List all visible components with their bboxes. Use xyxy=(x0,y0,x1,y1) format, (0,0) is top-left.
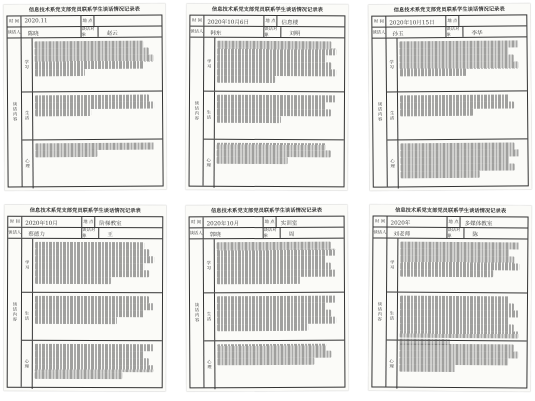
time-label: 时 间 xyxy=(190,217,204,227)
handwritten-notes xyxy=(400,296,524,347)
record-form-3 xyxy=(368,3,532,190)
handwritten-notes xyxy=(399,344,523,373)
section-2 xyxy=(387,91,527,140)
section-label-cell xyxy=(22,293,33,340)
talkee-cell xyxy=(281,27,346,37)
talker-value: 刘老师 xyxy=(393,231,411,238)
handwriting-line xyxy=(400,62,519,70)
form-title: 信息技术系党支部党员联系学生谈话情况记录表 xyxy=(29,207,141,215)
place-cell xyxy=(460,217,529,227)
time-cell xyxy=(22,217,82,227)
handwriting-line xyxy=(217,48,336,55)
section-3 xyxy=(22,139,162,188)
record-form-5 xyxy=(186,205,349,392)
section-2 xyxy=(204,293,344,342)
form-title: 信息技术系党支部党员联系学生谈话情况记录表 xyxy=(211,6,323,14)
handwriting-line xyxy=(35,69,85,76)
talkee-value: 王 xyxy=(107,232,113,239)
content-label-cell xyxy=(190,38,205,186)
section-label-cell xyxy=(204,92,215,139)
content-label-cell xyxy=(372,39,387,187)
handwritten-notes xyxy=(35,242,159,285)
handwritten-notes xyxy=(217,344,341,366)
content-label-cell xyxy=(372,238,387,386)
header-row-people xyxy=(190,228,344,240)
talkee-label: 谈话对象 xyxy=(82,27,99,37)
section-label: 心理 xyxy=(389,359,394,370)
section-label: 学习 xyxy=(389,59,394,71)
section-label-cell xyxy=(386,38,397,91)
record-form-2 xyxy=(186,4,349,191)
handwriting-line xyxy=(217,263,331,270)
handwriting-line xyxy=(35,270,149,277)
talker-label: 谈话人 xyxy=(372,28,386,38)
talker-value: 韩东 xyxy=(210,30,222,37)
form-title: 信息技术系党支部党员联系学生谈话情况记录表 xyxy=(210,207,323,215)
talker-cell xyxy=(204,228,264,238)
section-2 xyxy=(387,293,527,342)
place-label: 地 点 xyxy=(81,16,94,26)
handwritten-notes xyxy=(400,142,524,179)
place-label: 地 点 xyxy=(264,217,277,227)
section-2 xyxy=(204,92,344,141)
handwriting-line xyxy=(35,109,91,116)
place-value: 信息楼 xyxy=(281,20,299,27)
handwriting-line xyxy=(217,317,336,324)
handwriting-line xyxy=(217,303,326,310)
handwriting-line xyxy=(217,358,314,365)
content-label: 谈话内容 xyxy=(12,102,18,123)
talker-value: 孙玉 xyxy=(392,31,404,38)
handwritten-notes xyxy=(35,40,159,76)
talker-label: 谈话人 xyxy=(8,27,22,37)
talkee-value: 周 xyxy=(288,231,295,238)
form-table xyxy=(371,215,528,388)
handwriting-line xyxy=(217,62,331,69)
section-1 xyxy=(386,37,526,92)
section-label-cell xyxy=(387,239,398,292)
talker-value: 陈晓 xyxy=(27,31,39,38)
handwriting-line xyxy=(400,109,473,116)
handwriting-line xyxy=(35,263,144,270)
content-label: 谈话内容 xyxy=(194,303,200,324)
talker-label: 谈话人 xyxy=(8,228,22,238)
place-label: 地 点 xyxy=(264,16,277,26)
section-label: 生活 xyxy=(24,311,30,322)
record-form-4 xyxy=(4,205,167,392)
section-label-cell xyxy=(204,38,215,91)
handwriting-line xyxy=(35,296,149,303)
section-label-cell xyxy=(22,92,33,139)
handwriting-line xyxy=(217,277,301,284)
handwritten-notes xyxy=(400,242,524,278)
handwriting-line xyxy=(35,351,144,358)
section-label: 生活 xyxy=(389,311,395,322)
handwriting-line xyxy=(217,157,288,164)
talkee-value: 刘明 xyxy=(289,31,301,38)
place-value: 阶梯教室 xyxy=(99,221,122,228)
section-label: 生活 xyxy=(389,110,395,122)
handwritten-notes xyxy=(217,296,341,332)
header-row-people xyxy=(190,27,344,39)
section-3 xyxy=(204,140,344,189)
section-label-cell xyxy=(387,140,398,188)
talker-cell xyxy=(386,27,446,38)
handwriting-line xyxy=(217,270,336,277)
section-label: 生活 xyxy=(24,110,30,121)
place-cell xyxy=(94,15,163,25)
handwritten-notes xyxy=(35,296,159,325)
handwriting-line xyxy=(217,109,331,116)
content-label: 谈话内容 xyxy=(377,302,383,323)
time-label: 时 间 xyxy=(8,217,22,227)
section-label: 学习 xyxy=(206,260,211,271)
time-value: 2020.11 xyxy=(24,18,48,25)
handwriting-line xyxy=(35,344,154,351)
section-label: 心理 xyxy=(24,359,29,370)
handwritten-notes xyxy=(35,142,159,157)
talker-label: 谈话人 xyxy=(190,228,204,238)
handwriting-line xyxy=(400,102,514,110)
section-label-cell xyxy=(204,140,215,188)
time-value: 2020年10月 xyxy=(206,221,240,228)
place-value: 实训室 xyxy=(280,220,298,227)
form-table xyxy=(6,14,163,187)
handwriting-line xyxy=(400,270,493,277)
section-label: 学习 xyxy=(24,260,30,271)
section-1 xyxy=(22,37,162,92)
handwriting-line xyxy=(401,171,480,178)
talker-value: 蔡德力 xyxy=(28,231,46,238)
talkee-label: 谈话对象 xyxy=(264,228,281,238)
talkee-label: 谈话对象 xyxy=(446,27,463,37)
time-label: 时 间 xyxy=(190,16,204,26)
talkee-cell xyxy=(99,228,164,238)
place-cell xyxy=(277,16,346,26)
handwriting-line xyxy=(35,150,97,157)
handwriting-line xyxy=(217,76,275,83)
section-label-cell xyxy=(204,293,215,340)
handwritten-notes xyxy=(217,41,341,84)
time-cell xyxy=(204,217,264,227)
handwriting-line xyxy=(217,296,336,303)
handwriting-line xyxy=(35,242,144,249)
talkee-cell xyxy=(99,26,164,36)
handwriting-line xyxy=(217,310,331,317)
place-label: 地 点 xyxy=(446,16,459,26)
place-cell xyxy=(277,217,346,227)
time-cell xyxy=(387,217,447,227)
handwriting-line xyxy=(35,256,154,263)
handwriting-line xyxy=(35,249,149,256)
section-1 xyxy=(387,239,527,294)
handwritten-notes xyxy=(217,143,341,165)
talker-label: 谈话人 xyxy=(373,227,387,237)
handwriting-line xyxy=(217,344,326,351)
handwritten-notes xyxy=(35,94,159,116)
talker-cell xyxy=(22,27,82,37)
section-label: 心理 xyxy=(25,159,30,170)
section-2 xyxy=(22,91,162,140)
time-label: 时 间 xyxy=(7,16,21,26)
talker-label: 谈话人 xyxy=(190,27,204,37)
form-title: 信息技术系党支部党员联系学生谈话情况记录表 xyxy=(395,207,507,215)
time-label: 时 间 xyxy=(373,216,387,226)
handwriting-line xyxy=(35,372,123,379)
handwriting-line xyxy=(35,102,154,109)
form-table xyxy=(371,14,528,187)
section-label: 心理 xyxy=(390,159,395,170)
place-label: 地 点 xyxy=(447,217,460,227)
handwriting-line xyxy=(400,69,467,76)
handwriting-line xyxy=(399,365,455,372)
content-label: 谈话内容 xyxy=(12,302,18,323)
handwritten-notes xyxy=(400,40,524,77)
handwritten-notes xyxy=(400,94,524,116)
form-table xyxy=(189,15,346,188)
handwriting-line xyxy=(217,256,326,263)
content-label-cell xyxy=(190,239,205,387)
time-value: 2020年10月6日 xyxy=(207,19,250,26)
section-label: 学习 xyxy=(390,260,395,271)
form-title: 信息技术系党支部党员联系学生谈话情况记录表 xyxy=(28,6,140,14)
record-form-6 xyxy=(368,204,531,391)
section-label-cell xyxy=(204,239,215,292)
section-label-cell xyxy=(22,239,33,292)
handwriting-line xyxy=(217,324,308,331)
talkee-value: 李华 xyxy=(471,30,483,37)
handwriting-line xyxy=(35,365,154,372)
place-cell xyxy=(95,217,164,227)
talker-cell xyxy=(387,228,447,238)
record-form-1 xyxy=(3,3,166,190)
handwriting-line xyxy=(400,331,519,338)
talkee-cell xyxy=(281,228,346,238)
handwriting-line xyxy=(217,95,336,102)
handwritten-notes xyxy=(217,95,341,124)
talkee-cell xyxy=(464,228,529,238)
section-label: 心理 xyxy=(207,360,212,371)
section-label: 生活 xyxy=(206,311,212,322)
section-label: 学习 xyxy=(24,59,29,70)
time-value: 2020年 xyxy=(390,220,411,227)
section-2 xyxy=(22,293,162,341)
talkee-label: 谈话对象 xyxy=(82,228,99,238)
form-table xyxy=(189,216,346,389)
time-value: 2020年10月15日 xyxy=(389,20,435,27)
time-label: 时 间 xyxy=(372,17,386,27)
handwriting-line xyxy=(217,150,331,157)
section-3 xyxy=(204,341,344,390)
talkee-label: 谈话对象 xyxy=(447,228,464,238)
header-row-people xyxy=(8,228,162,240)
section-1 xyxy=(204,239,344,294)
section-label-cell xyxy=(22,140,33,188)
form-table xyxy=(7,216,164,389)
handwriting-line xyxy=(35,143,154,150)
talkee-value: 赵云 xyxy=(106,30,118,37)
handwriting-line xyxy=(217,242,331,249)
handwriting-line xyxy=(401,164,515,172)
handwriting-line xyxy=(35,62,144,69)
time-cell xyxy=(386,16,446,27)
handwriting-line xyxy=(35,303,154,310)
handwriting-line xyxy=(217,69,336,76)
handwriting-line xyxy=(217,249,336,256)
handwriting-line xyxy=(217,102,326,109)
content-label: 谈话内容 xyxy=(377,102,383,123)
talker-cell xyxy=(22,228,82,238)
section-3 xyxy=(386,341,526,390)
handwriting-line xyxy=(35,317,117,324)
talkee-value: 陈 xyxy=(472,232,479,239)
content-label-cell xyxy=(8,38,23,186)
talker-value: 郭晓 xyxy=(209,232,221,239)
talkee-label: 谈话对象 xyxy=(264,27,281,37)
section-3 xyxy=(387,139,527,188)
content-label-cell xyxy=(8,239,23,387)
section-3 xyxy=(22,341,162,389)
time-value: 2020年10月 xyxy=(25,220,58,227)
handwriting-line xyxy=(217,351,331,358)
time-cell xyxy=(21,16,81,26)
handwriting-line xyxy=(217,143,326,150)
handwriting-line xyxy=(217,116,282,123)
section-label: 学习 xyxy=(206,59,212,70)
handwriting-line xyxy=(35,310,144,317)
section-label-cell xyxy=(386,341,397,389)
handwritten-notes xyxy=(217,242,341,285)
talkee-cell xyxy=(463,26,528,37)
section-label: 生活 xyxy=(206,110,212,121)
place-cell xyxy=(459,15,528,26)
section-label-cell xyxy=(204,341,215,389)
handwriting-line xyxy=(35,277,111,284)
section-label-cell xyxy=(387,92,398,139)
time-cell xyxy=(204,16,264,26)
content-label: 谈话内容 xyxy=(194,101,200,122)
talker-cell xyxy=(204,27,264,37)
section-1 xyxy=(22,239,162,293)
section-label-cell xyxy=(22,38,33,91)
section-label-cell xyxy=(22,341,33,389)
section-label-cell xyxy=(387,293,398,340)
form-title: 信息技术系党支部党员联系学生谈话情况记录表 xyxy=(393,6,505,14)
handwriting-line xyxy=(217,41,331,48)
section-1 xyxy=(204,38,344,93)
place-value: 多媒体教室 xyxy=(464,221,493,228)
section-label: 心理 xyxy=(206,158,211,169)
handwritten-notes xyxy=(35,344,159,380)
place-label: 地 点 xyxy=(82,217,95,227)
handwriting-line xyxy=(35,358,149,365)
handwriting-line xyxy=(217,55,326,62)
